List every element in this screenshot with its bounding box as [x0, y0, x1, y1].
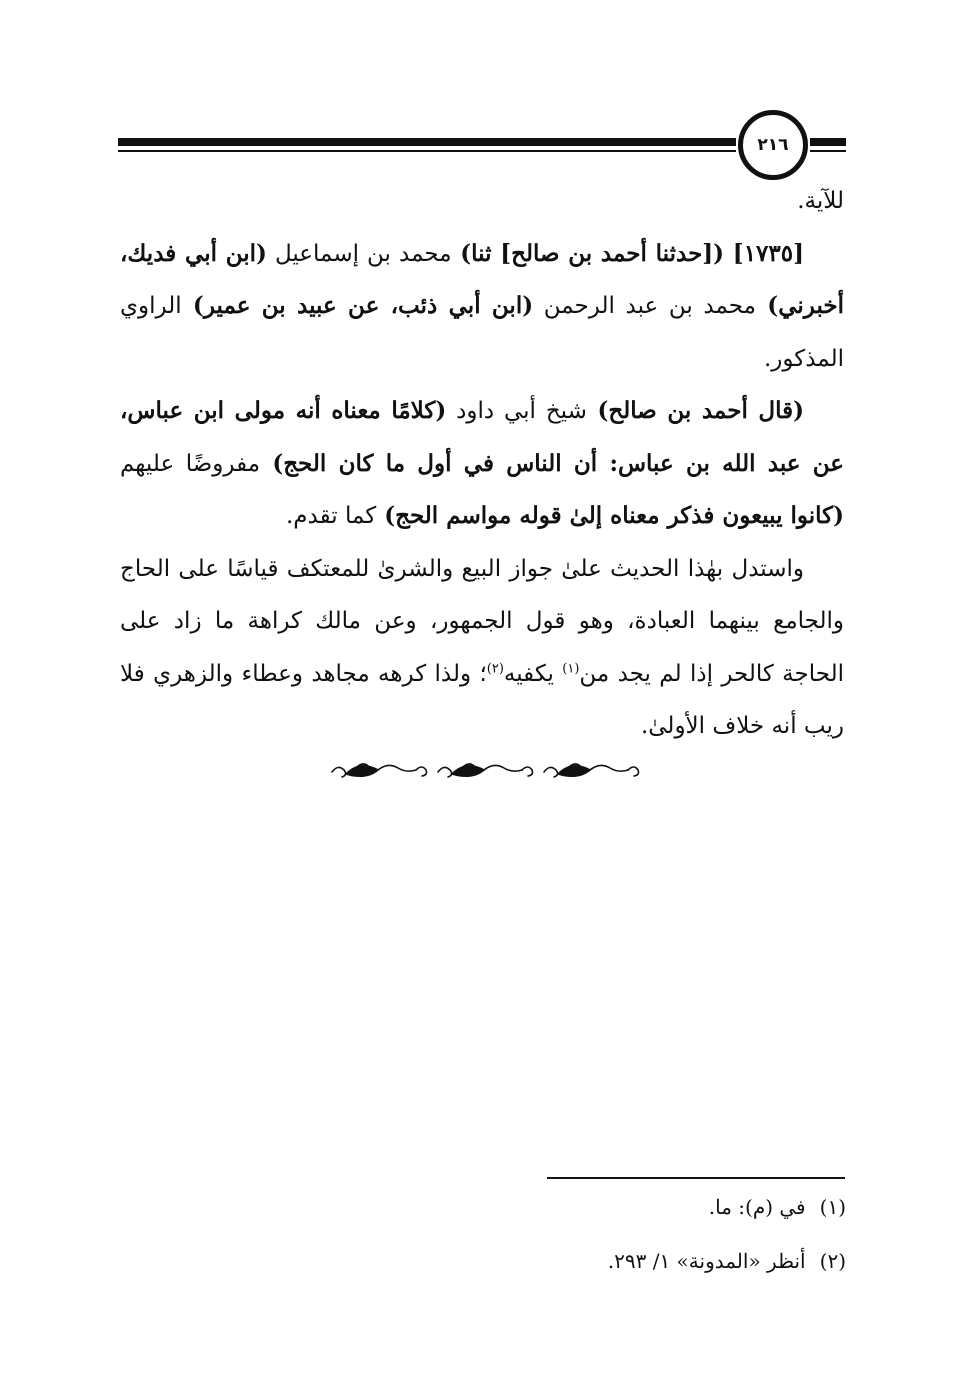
page-number-badge [738, 110, 808, 180]
paragraph-hadith-1735 [120, 228, 844, 386]
text-run: محمد بن إسماعيل [266, 240, 452, 267]
text-run: مفروضًا عليهم [120, 450, 261, 477]
header-rule-thin [118, 150, 736, 152]
page-number: ٢١٦ [757, 135, 789, 155]
footnotes [420, 1192, 846, 1300]
text-run-bold: (كلامًا معناه أنه مولى ابن عباس، عن عبد الله بن عباس: أن الناس في أول ما كان الحج) [120, 397, 844, 477]
main-text [120, 175, 844, 753]
paragraph-continuation [120, 175, 844, 228]
header-rule-thick [118, 138, 736, 146]
paragraph-commentary [120, 385, 844, 543]
ornament-unit [332, 764, 427, 777]
header-rule-right-thick [810, 138, 846, 146]
header-rule-right-thin [810, 150, 846, 152]
text-run: للآية. [797, 188, 844, 214]
text-run-bold: (ابن أبي ذئب، عن عبيد بن عمير) [181, 292, 534, 319]
footnote-number: (٢) [819, 1249, 846, 1273]
text-run: محمد بن عبد الرحمن [533, 293, 756, 319]
footnote-ref-2[interactable]: (٢) [486, 660, 504, 676]
text-run-bold: (كانوا يبيعون فذكر معناه إلىٰ قوله مواسم الحج) [376, 502, 844, 529]
text-run: واستدل بهٰذا الحديث علىٰ جواز البيع والشرىٰ للمعتكف قياسًا على الحاج والجامع بينهما العبادة، وهو قول الجمهور، وعن مالك كراهة ما زاد على الحاجة كالحر إذا لم يجد من [120, 555, 844, 687]
text-run: ؛ ولذا كرهه مجاهد وعطاء والزهري فلا ريب أنه خلاف الأولىٰ. [120, 660, 844, 739]
footnote-text: أنظر «المدونة» ١/ ٢٩٣. [607, 1249, 806, 1273]
footnote-number: (١) [819, 1195, 846, 1219]
footnote-2 [420, 1246, 846, 1276]
footnote-1 [420, 1192, 846, 1222]
floral-divider-icon [328, 752, 640, 792]
footnote-separator [547, 1177, 845, 1179]
text-run-bold: (ابن أبي فديك، أخبرني) [120, 239, 844, 319]
footnote-ref-1[interactable]: (١) [562, 660, 580, 676]
text-run-bold: (قال أحمد بن صالح) [586, 397, 805, 424]
paragraph-ruling [120, 543, 844, 753]
text-run: الراوي المذكور. [120, 293, 844, 372]
footnote-text: في (م): ما. [708, 1195, 806, 1219]
text-run: شيخ أبي داود [446, 398, 587, 424]
text-run: يكفيه [503, 660, 563, 687]
text-run: كما تقدم. [285, 503, 377, 529]
text-run-bold: [١٧٣٥] ([حدثنا أحمد بن صالح] ثنا) [451, 239, 804, 267]
